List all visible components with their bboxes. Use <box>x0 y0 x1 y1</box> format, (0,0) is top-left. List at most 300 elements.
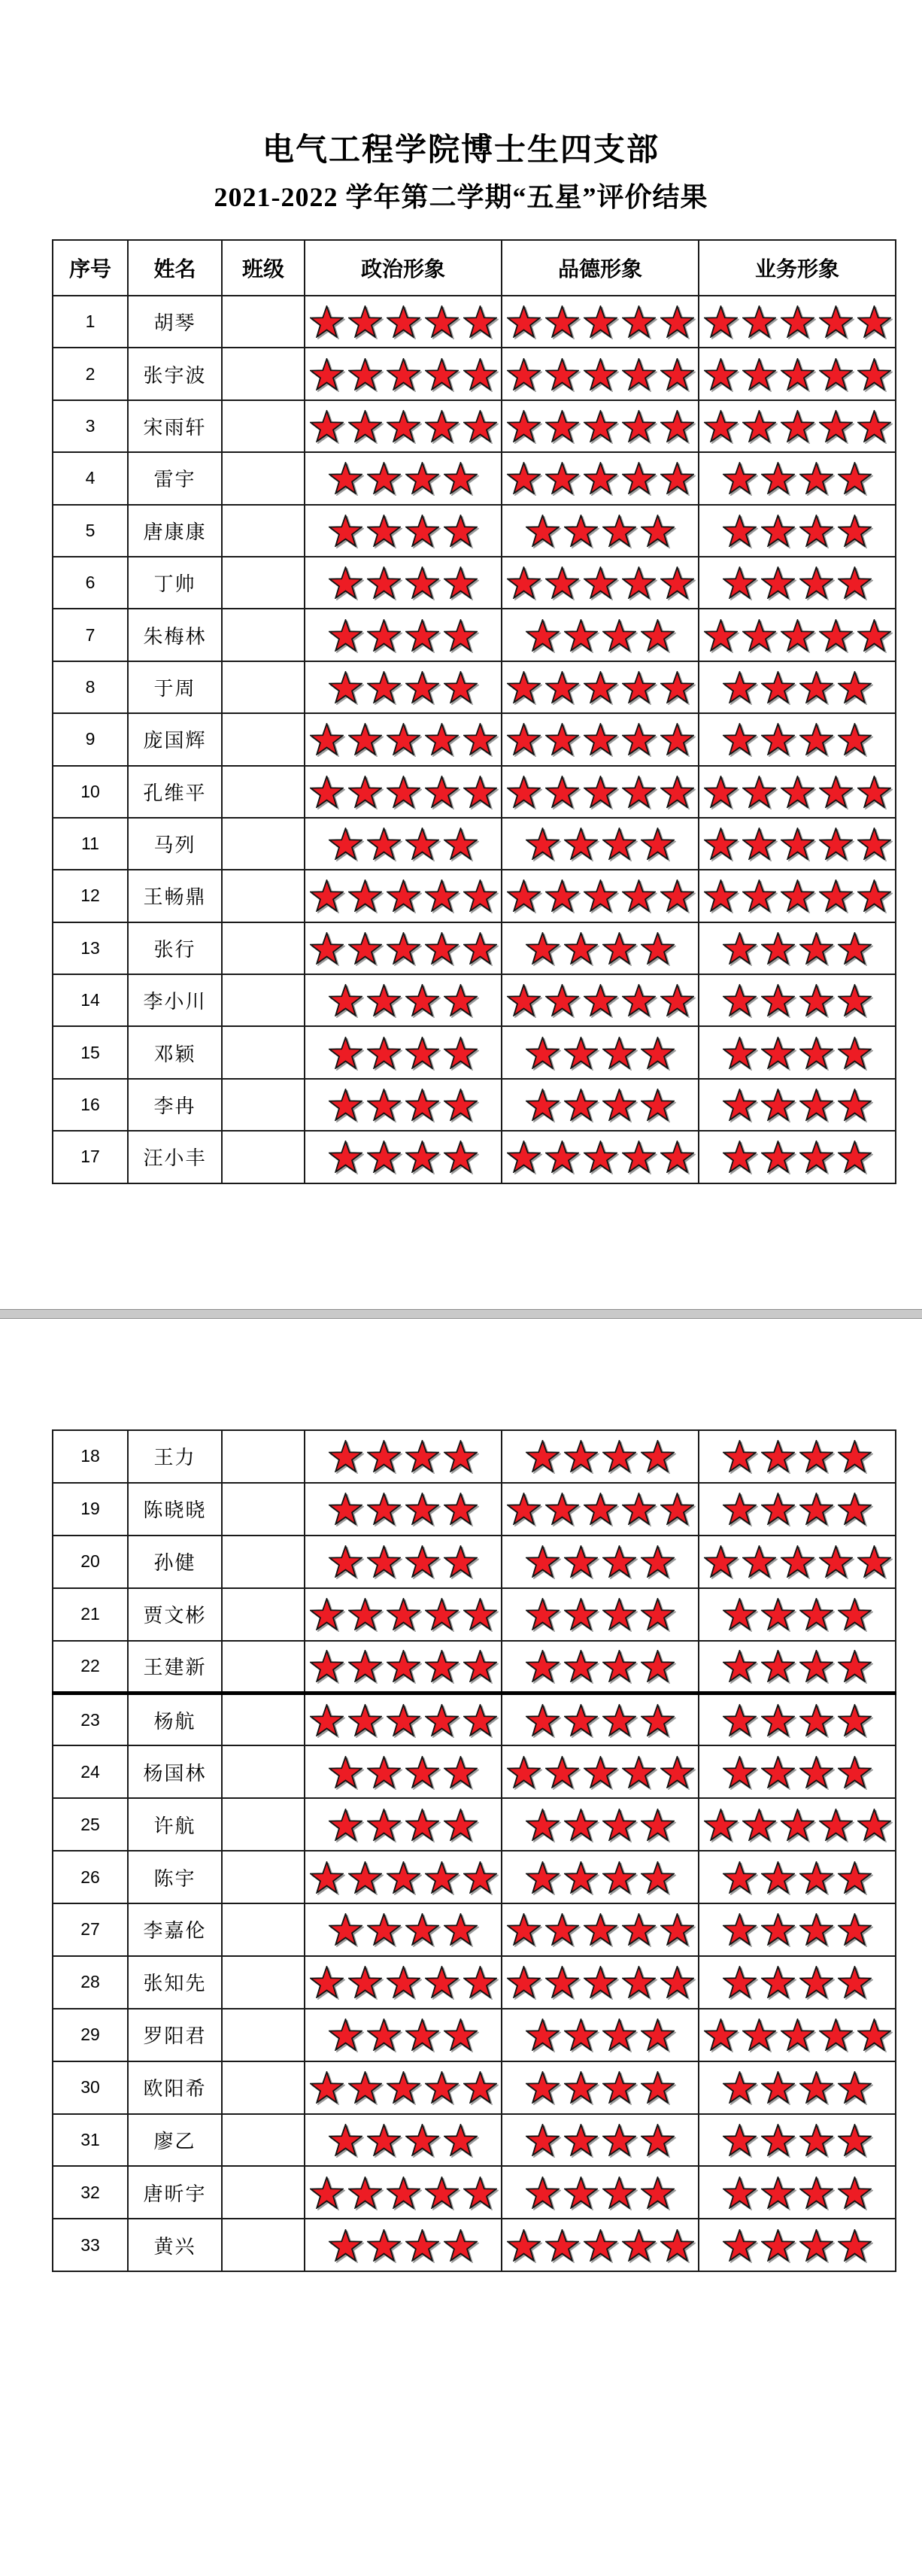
star-icon <box>704 776 738 808</box>
star-icon <box>545 305 579 338</box>
star-icon <box>781 828 814 860</box>
star-rating <box>305 1756 501 1788</box>
professional-rating-cell <box>699 922 896 974</box>
star-icon <box>799 2071 833 2104</box>
star-icon <box>526 1704 560 1736</box>
star-icon <box>761 1598 795 1630</box>
star-icon <box>838 2177 872 2209</box>
star-icon <box>348 1966 382 1998</box>
star-rating <box>502 2019 698 2051</box>
serial-number-cell: 2 <box>53 348 128 399</box>
star-icon <box>723 1037 757 1069</box>
table-row <box>53 922 896 974</box>
professional-rating-cell <box>699 296 896 348</box>
star-icon <box>819 2019 853 2051</box>
star-rating <box>305 2124 501 2156</box>
star-icon <box>584 462 617 494</box>
star-icon <box>584 671 617 703</box>
star-icon <box>838 671 872 703</box>
star-icon <box>602 2019 636 2051</box>
moral-rating-cell <box>502 452 699 504</box>
star-icon <box>622 776 656 808</box>
star-icon <box>838 1037 872 1069</box>
star-icon <box>622 462 656 494</box>
star-icon <box>387 1861 420 1894</box>
star-icon <box>367 567 401 599</box>
serial-number-cell: 1 <box>53 296 128 348</box>
star-rating <box>699 2229 895 2262</box>
star-icon <box>584 1493 617 1525</box>
star-rating <box>305 776 501 808</box>
professional-rating-cell <box>699 1026 896 1078</box>
star-icon <box>602 1650 636 1682</box>
star-icon <box>761 1966 795 1998</box>
table-row <box>53 1079 896 1131</box>
professional-rating-cell <box>699 2061 896 2114</box>
star-icon <box>444 1493 478 1525</box>
star-icon <box>463 932 497 964</box>
table-row <box>53 974 896 1026</box>
star-icon <box>622 1756 656 1788</box>
star-icon <box>723 2124 757 2156</box>
star-icon <box>425 1704 459 1736</box>
star-icon <box>838 1913 872 1946</box>
star-icon <box>584 2229 617 2262</box>
star-icon <box>641 1545 675 1578</box>
star-icon <box>761 2229 795 2262</box>
name-cell: 庞国辉 <box>128 713 222 765</box>
star-icon <box>602 515 636 547</box>
star-icon <box>799 515 833 547</box>
table-row <box>53 1536 896 1588</box>
star-icon <box>507 984 541 1016</box>
star-icon <box>526 1861 560 1894</box>
star-icon <box>819 1545 853 1578</box>
star-icon <box>857 776 891 808</box>
star-icon <box>444 1809 478 1841</box>
class-cell <box>222 1079 305 1131</box>
political-rating-cell <box>305 1483 502 1536</box>
star-rating <box>502 932 698 964</box>
star-rating <box>502 984 698 1016</box>
serial-number-cell: 25 <box>53 1798 128 1851</box>
star-icon <box>348 2177 382 2209</box>
star-rating <box>305 1650 501 1682</box>
table-row <box>53 1693 896 1745</box>
star-icon <box>367 1089 401 1121</box>
star-icon <box>641 2124 675 2156</box>
star-icon <box>329 515 362 547</box>
star-icon <box>444 462 478 494</box>
professional-rating-cell <box>699 1956 896 2009</box>
star-icon <box>310 723 344 755</box>
star-rating <box>305 1966 501 1998</box>
doc-subtitle: 2021-2022 学年第二学期“五星”评价结果 <box>214 182 708 212</box>
star-icon <box>526 1598 560 1630</box>
star-icon <box>329 1913 362 1946</box>
star-icon <box>602 1704 636 1736</box>
political-rating-cell <box>305 818 502 870</box>
political-rating-cell <box>305 1536 502 1588</box>
star-icon <box>425 776 459 808</box>
star-icon <box>723 567 757 599</box>
star-rating <box>502 1861 698 1894</box>
name-cell: 廖乙 <box>128 2114 222 2167</box>
star-icon <box>641 1089 675 1121</box>
star-icon <box>545 1966 579 1998</box>
star-rating <box>305 1545 501 1578</box>
table-row <box>53 1745 896 1798</box>
star-rating <box>699 1545 895 1578</box>
rating-table-page1 <box>52 239 896 1184</box>
professional-rating-cell <box>699 609 896 661</box>
political-rating-cell <box>305 1956 502 2009</box>
star-rating <box>502 671 698 703</box>
class-cell <box>222 2009 305 2061</box>
moral-rating-cell <box>502 1131 699 1183</box>
star-rating <box>502 1650 698 1682</box>
star-icon <box>857 879 891 912</box>
class-cell <box>222 922 305 974</box>
star-icon <box>723 723 757 755</box>
star-icon <box>348 305 382 338</box>
star-icon <box>723 1493 757 1525</box>
star-icon <box>799 567 833 599</box>
moral-rating-cell <box>502 1641 699 1694</box>
star-icon <box>602 1440 636 1472</box>
star-icon <box>660 879 694 912</box>
star-icon <box>641 1598 675 1630</box>
star-icon <box>526 932 560 964</box>
star-rating <box>699 1493 895 1525</box>
star-icon <box>761 567 795 599</box>
star-icon <box>857 1809 891 1841</box>
star-icon <box>444 1037 478 1069</box>
star-icon <box>367 984 401 1016</box>
political-rating-cell <box>305 974 502 1026</box>
professional-rating-cell <box>699 818 896 870</box>
star-icon <box>367 828 401 860</box>
star-icon <box>584 1913 617 1946</box>
star-icon <box>463 2177 497 2209</box>
moral-rating-cell <box>502 1903 699 1956</box>
star-icon <box>584 1966 617 1998</box>
star-icon <box>310 1598 344 1630</box>
star-icon <box>799 1913 833 1946</box>
name-cell: 张行 <box>128 922 222 974</box>
professional-rating-cell <box>699 870 896 922</box>
star-icon <box>444 828 478 860</box>
star-icon <box>348 1704 382 1736</box>
star-icon <box>723 1089 757 1121</box>
star-icon <box>799 1756 833 1788</box>
star-rating <box>502 776 698 808</box>
star-icon <box>641 2071 675 2104</box>
star-icon <box>704 305 738 338</box>
star-icon <box>507 2229 541 2262</box>
table-row <box>53 661 896 713</box>
star-rating <box>502 358 698 390</box>
star-icon <box>742 410 776 442</box>
star-rating <box>699 723 895 755</box>
star-rating <box>699 1966 895 1998</box>
star-icon <box>641 932 675 964</box>
star-icon <box>329 1809 362 1841</box>
class-cell <box>222 505 305 557</box>
star-icon <box>761 2071 795 2104</box>
name-cell: 王建新 <box>128 1641 222 1694</box>
star-icon <box>425 1598 459 1630</box>
star-icon <box>641 1440 675 1472</box>
star-icon <box>584 1756 617 1788</box>
name-cell: 李小川 <box>128 974 222 1026</box>
star-icon <box>545 358 579 390</box>
star-icon <box>367 1756 401 1788</box>
star-icon <box>838 1089 872 1121</box>
star-icon <box>329 1756 362 1788</box>
star-rating <box>699 1440 895 1472</box>
moral-rating-cell <box>502 505 699 557</box>
star-icon <box>838 2124 872 2156</box>
star-rating <box>502 1493 698 1525</box>
class-cell <box>222 1483 305 1536</box>
star-rating <box>502 2071 698 2104</box>
star-icon <box>799 723 833 755</box>
star-icon <box>781 1545 814 1578</box>
star-rating <box>305 2019 501 2051</box>
serial-number-cell: 28 <box>53 1956 128 2009</box>
star-icon <box>819 305 853 338</box>
star-rating <box>699 619 895 652</box>
star-icon <box>387 2177 420 2209</box>
serial-number-cell: 7 <box>53 609 128 661</box>
star-icon <box>367 2229 401 2262</box>
star-icon <box>742 2019 776 2051</box>
table-body-page1 <box>53 296 896 1183</box>
star-icon <box>641 619 675 652</box>
star-icon <box>367 2019 401 2051</box>
star-icon <box>310 1861 344 1894</box>
class-cell <box>222 1693 305 1745</box>
name-cell: 唐康康 <box>128 505 222 557</box>
political-rating-cell <box>305 348 502 399</box>
star-icon <box>405 1037 439 1069</box>
name-cell: 李嘉伦 <box>128 1903 222 1956</box>
name-cell: 许航 <box>128 1798 222 1851</box>
star-icon <box>564 1598 598 1630</box>
table-row <box>53 2114 896 2167</box>
star-icon <box>723 515 757 547</box>
star-icon <box>444 1141 478 1173</box>
star-icon <box>799 1037 833 1069</box>
star-rating <box>305 932 501 964</box>
star-icon <box>545 410 579 442</box>
table-row <box>53 505 896 557</box>
star-icon <box>405 462 439 494</box>
star-icon <box>463 879 497 912</box>
name-cell: 黄兴 <box>128 2219 222 2271</box>
political-rating-cell <box>305 400 502 452</box>
table-row <box>53 452 896 504</box>
star-icon <box>387 410 420 442</box>
star-rating <box>502 1966 698 1998</box>
star-rating <box>502 1598 698 1630</box>
star-rating <box>502 1037 698 1069</box>
moral-rating-cell <box>502 557 699 609</box>
serial-number-cell: 23 <box>53 1693 128 1745</box>
star-icon <box>367 2124 401 2156</box>
table-row <box>53 2166 896 2219</box>
star-rating <box>502 410 698 442</box>
star-icon <box>723 1861 757 1894</box>
moral-rating-cell <box>502 348 699 399</box>
star-icon <box>857 410 891 442</box>
table-row <box>53 1798 896 1851</box>
name-cell: 罗阳君 <box>128 2009 222 2061</box>
professional-rating-cell <box>699 1079 896 1131</box>
star-icon <box>405 1913 439 1946</box>
star-icon <box>723 984 757 1016</box>
star-icon <box>704 619 738 652</box>
table-row <box>53 818 896 870</box>
star-icon <box>761 1704 795 1736</box>
star-icon <box>857 619 891 652</box>
table-row <box>53 1588 896 1641</box>
star-icon <box>761 462 795 494</box>
star-icon <box>641 1650 675 1682</box>
star-icon <box>348 2071 382 2104</box>
name-cell: 张宇波 <box>128 348 222 399</box>
star-icon <box>329 984 362 1016</box>
star-rating <box>305 1440 501 1472</box>
serial-number-cell: 33 <box>53 2219 128 2271</box>
header-professional-image: 业务形象 <box>699 240 896 296</box>
name-cell: 汪小丰 <box>128 1131 222 1183</box>
table-row <box>53 348 896 399</box>
name-cell: 贾文彬 <box>128 1588 222 1641</box>
political-rating-cell <box>305 452 502 504</box>
moral-rating-cell <box>502 818 699 870</box>
star-icon <box>405 1141 439 1173</box>
table-row <box>53 1430 896 1483</box>
political-rating-cell <box>305 1026 502 1078</box>
political-rating-cell <box>305 296 502 348</box>
serial-number-cell: 32 <box>53 2166 128 2219</box>
star-icon <box>329 462 362 494</box>
star-rating <box>502 515 698 547</box>
serial-number-cell: 29 <box>53 2009 128 2061</box>
professional-rating-cell <box>699 2219 896 2271</box>
star-icon <box>425 410 459 442</box>
star-icon <box>761 1493 795 1525</box>
star-icon <box>405 619 439 652</box>
star-rating <box>305 567 501 599</box>
class-cell <box>222 1641 305 1694</box>
serial-number-cell: 10 <box>53 766 128 818</box>
star-icon <box>310 410 344 442</box>
star-icon <box>564 2071 598 2104</box>
star-rating <box>305 879 501 912</box>
star-icon <box>622 1913 656 1946</box>
moral-rating-cell <box>502 2166 699 2219</box>
star-rating <box>502 1141 698 1173</box>
serial-number-cell: 27 <box>53 1903 128 1956</box>
political-rating-cell <box>305 1851 502 1903</box>
star-icon <box>838 1704 872 1736</box>
serial-number-cell: 8 <box>53 661 128 713</box>
serial-number-cell: 13 <box>53 922 128 974</box>
star-icon <box>742 358 776 390</box>
star-icon <box>526 2071 560 2104</box>
name-cell: 马列 <box>128 818 222 870</box>
star-icon <box>545 723 579 755</box>
star-icon <box>660 358 694 390</box>
class-cell <box>222 2114 305 2167</box>
name-cell: 张知先 <box>128 1956 222 2009</box>
star-icon <box>761 2124 795 2156</box>
class-cell <box>222 1131 305 1183</box>
serial-number-cell: 11 <box>53 818 128 870</box>
star-icon <box>545 1756 579 1788</box>
professional-rating-cell <box>699 1536 896 1588</box>
class-cell <box>222 1588 305 1641</box>
political-rating-cell <box>305 2114 502 2167</box>
star-icon <box>405 1493 439 1525</box>
star-icon <box>584 305 617 338</box>
political-rating-cell <box>305 1641 502 1694</box>
star-icon <box>723 1440 757 1472</box>
political-rating-cell <box>305 922 502 974</box>
star-icon <box>838 567 872 599</box>
star-icon <box>641 1809 675 1841</box>
doc-title: 电气工程学院博士生四支部 <box>262 133 660 168</box>
star-icon <box>742 828 776 860</box>
star-icon <box>310 2177 344 2209</box>
star-icon <box>425 1650 459 1682</box>
table-row <box>53 1026 896 1078</box>
table-row <box>53 2009 896 2061</box>
star-icon <box>781 410 814 442</box>
star-icon <box>564 1440 598 1472</box>
star-rating <box>699 671 895 703</box>
star-rating <box>305 1037 501 1069</box>
star-icon <box>367 1913 401 1946</box>
star-icon <box>660 305 694 338</box>
political-rating-cell <box>305 2061 502 2114</box>
moral-rating-cell <box>502 922 699 974</box>
star-icon <box>799 1650 833 1682</box>
class-cell <box>222 661 305 713</box>
star-icon <box>838 515 872 547</box>
star-icon <box>463 410 497 442</box>
star-icon <box>367 619 401 652</box>
serial-number-cell: 6 <box>53 557 128 609</box>
professional-rating-cell <box>699 974 896 1026</box>
star-icon <box>444 515 478 547</box>
star-icon <box>799 1493 833 1525</box>
star-icon <box>329 2229 362 2262</box>
star-rating <box>502 1545 698 1578</box>
star-icon <box>622 410 656 442</box>
star-icon <box>723 462 757 494</box>
moral-rating-cell <box>502 974 699 1026</box>
star-icon <box>310 879 344 912</box>
table-row <box>53 1131 896 1183</box>
star-icon <box>507 1913 541 1946</box>
star-icon <box>405 515 439 547</box>
star-rating <box>502 305 698 338</box>
star-icon <box>405 2019 439 2051</box>
